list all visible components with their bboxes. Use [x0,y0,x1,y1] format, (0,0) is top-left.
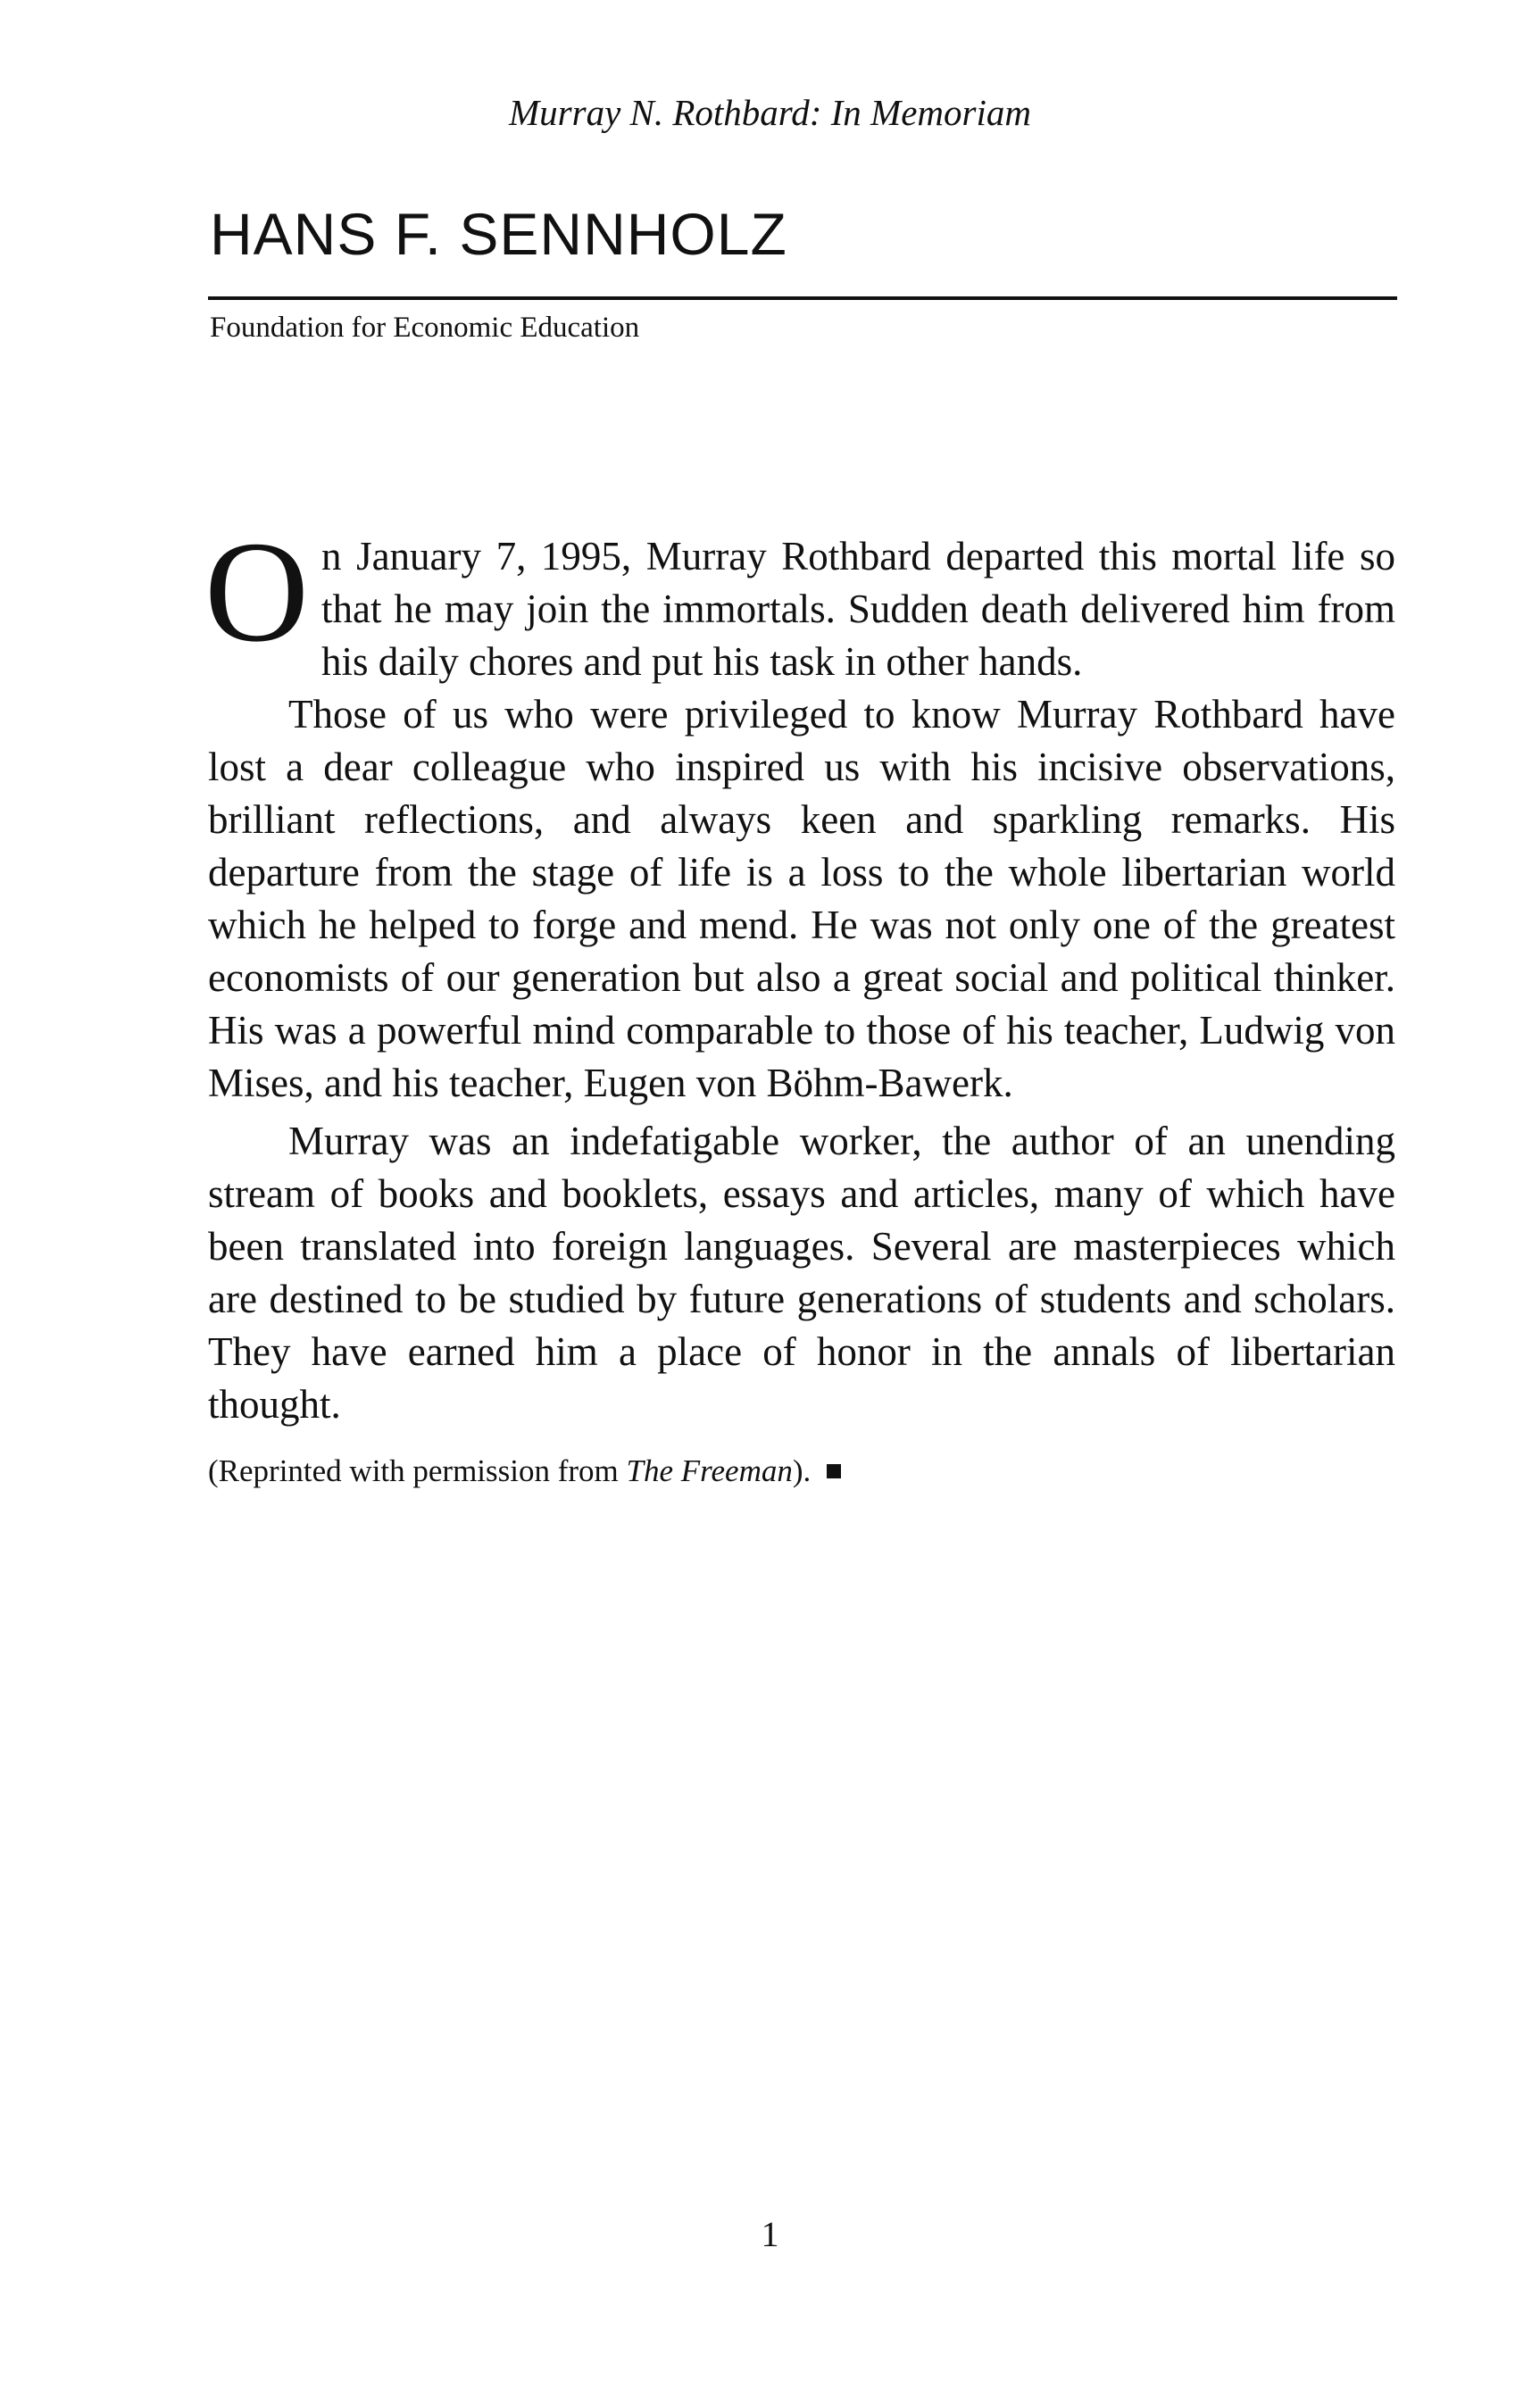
running-head: Murray N. Rothbard: In Memoriam [509,92,1031,133]
author-affiliation: Foundation for Economic Education [210,312,640,344]
article-body [204,512,1395,1494]
author-name: HANS F. SENNHOLZ [210,201,787,267]
reprint-note [208,1449,1395,1494]
reprint-note-suffix: ). [792,1453,812,1488]
paragraph-2: Those of us who were privileged to know Murray Rothbard have lost a dear colleague who inspired us with his incisive observations, brilliant reflections, and always keen and sparkling remarks. His departure from the stage of life is a loss to the whole libertarian world which he helped to forge and mend. He was not only one of the greatest economists of our generation but also a great social and political thinker. His was a powerful mind comparable to those of his teacher, Ludwig von Mises, and his teacher, Eugen von Böhm-Bawerk. [208,692,1395,1105]
reprint-source: The Freeman [626,1453,793,1488]
page-number: 1 [761,2214,779,2254]
reprint-note-prefix: (Reprinted with permission from [208,1453,627,1488]
paragraph-1 [204,512,1395,688]
drop-cap: O [204,512,309,672]
end-of-article-mark [827,1464,841,1478]
paragraph-3: Murray was an indefatigable worker, the author of an unending stream of books and booklets, essays and articles, many of which have been translated into foreign languages. Several are masterpieces which are destined to be studied by future generations of students and scholars. They have earned him a place of honor in the annals of libertarian thought. [208,1119,1395,1427]
paragraph-1-text: n January 7, 1995, Murray Rothbard departed this mortal life so that he may join the immortals. Sudden death delivered him from his daily chores and put his task in other hands. [321,534,1395,684]
title-rule [208,296,1397,300]
